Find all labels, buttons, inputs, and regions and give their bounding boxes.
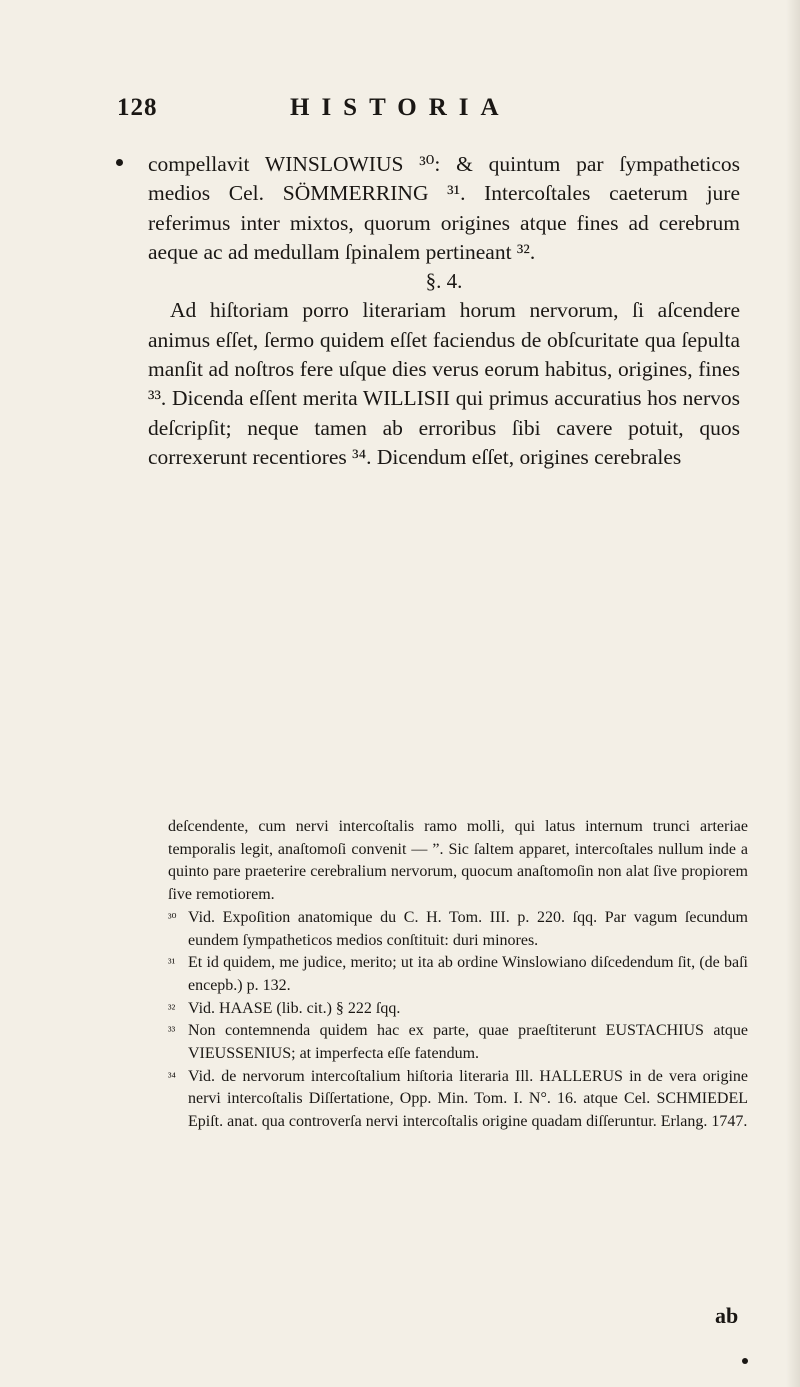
footnote-text: Vid. de nervorum intercoſtalium hiſtoria literaria Ill. HALLERUS in de vera origine nervi intercoſtalis Diſſertatione, Opp. Min. Tom. I. N°. 16. atque Cel. SCHMIEDEL Epiſt. anat. qua controverſa nervi intercoſtalis origine quadam diſſeruntur. Erlang. 1747. [188,1067,748,1131]
footnote [168,1066,748,1134]
footnote [168,998,748,1021]
footnote-continuation: deſcendente, cum nervi intercoſtalis ramo molli, qui latus internum trunci arteriae temporalis legit, anaſtomoſi convenit — ”. Sic ſaltem apparet, intercoſtales nullum inde a quinto pare praeterire cerebralium nervorum, quocum anaſtomoſin non alat ſive propiorem ſive remotiorem. [168,818,748,904]
paragraph-2: Ad hiſtoriam porro literariam horum nervorum, ſi aſcendere animus eſſet, ſermo quidem eſſet faciendus de obſcuritate qua ſepulta manſit ad noſtros fere uſque dies verus eorum habitus, origines, fines ³³. Dicenda eſſent merita WILLISII qui primus accuratius hos nervos deſcripſit; neque tamen ab erroribus ſibi cavere potuit, quos correxerunt recentiores ³⁴. Dicendum eſſet, origines cerebrales [148,298,740,469]
main-text [148,150,740,472]
footnote [168,952,748,997]
catchword: ab [715,1303,739,1328]
footnote-mark: ³² [168,1001,176,1016]
footnote-mark: ³¹ [168,956,176,971]
footnote-text: Non contemnenda quidem hac ex parte, quae praeſtiterunt EUSTACHIUS atque VIEUSSENIUS; at imperfecta eſſe fatendum. [188,1022,748,1063]
footnote [168,1020,748,1065]
page-edge-shadow [786,0,800,1387]
page-header [0,94,800,134]
footnote-mark: ³³ [168,1024,176,1039]
paragraph-1: compellavit WINSLOWIUS ³⁰: & quintum par ſympatheticos medios Cel. SÖMMERRING ³¹. Intercoſtales caeterum jure referimus inter mixtos, quorum origines atque fines ad cerebrum aeque ac ad medullam ſpinalem pertineant ³². [148,152,740,264]
footnote-text: Vid. HAASE (lib. cit.) § 222 ſqq. [188,999,401,1017]
margin-dot [116,159,123,166]
footnote-mark: ³⁰ [168,910,177,925]
running-head: HISTORIA [290,94,511,121]
footnote [168,907,748,952]
margin-dot [742,1358,748,1364]
footnote-text: Vid. Expoſition anatomique du C. H. Tom. III. p. 220. ſqq. Par vagum ſecundum eundem ſympatheticos medios conſtituit: duri minores. [188,908,748,949]
section-heading: §. 4. [425,269,463,294]
footnote-mark: ³⁴ [168,1069,176,1084]
page-number: 128 [117,94,158,121]
footnotes [168,816,748,1134]
footnote-text: Et id quidem, me judice, merito; ut ita ab ordine Winslowiano diſcedendum ſit, (de baſi encepb.) p. 132. [188,954,748,994]
